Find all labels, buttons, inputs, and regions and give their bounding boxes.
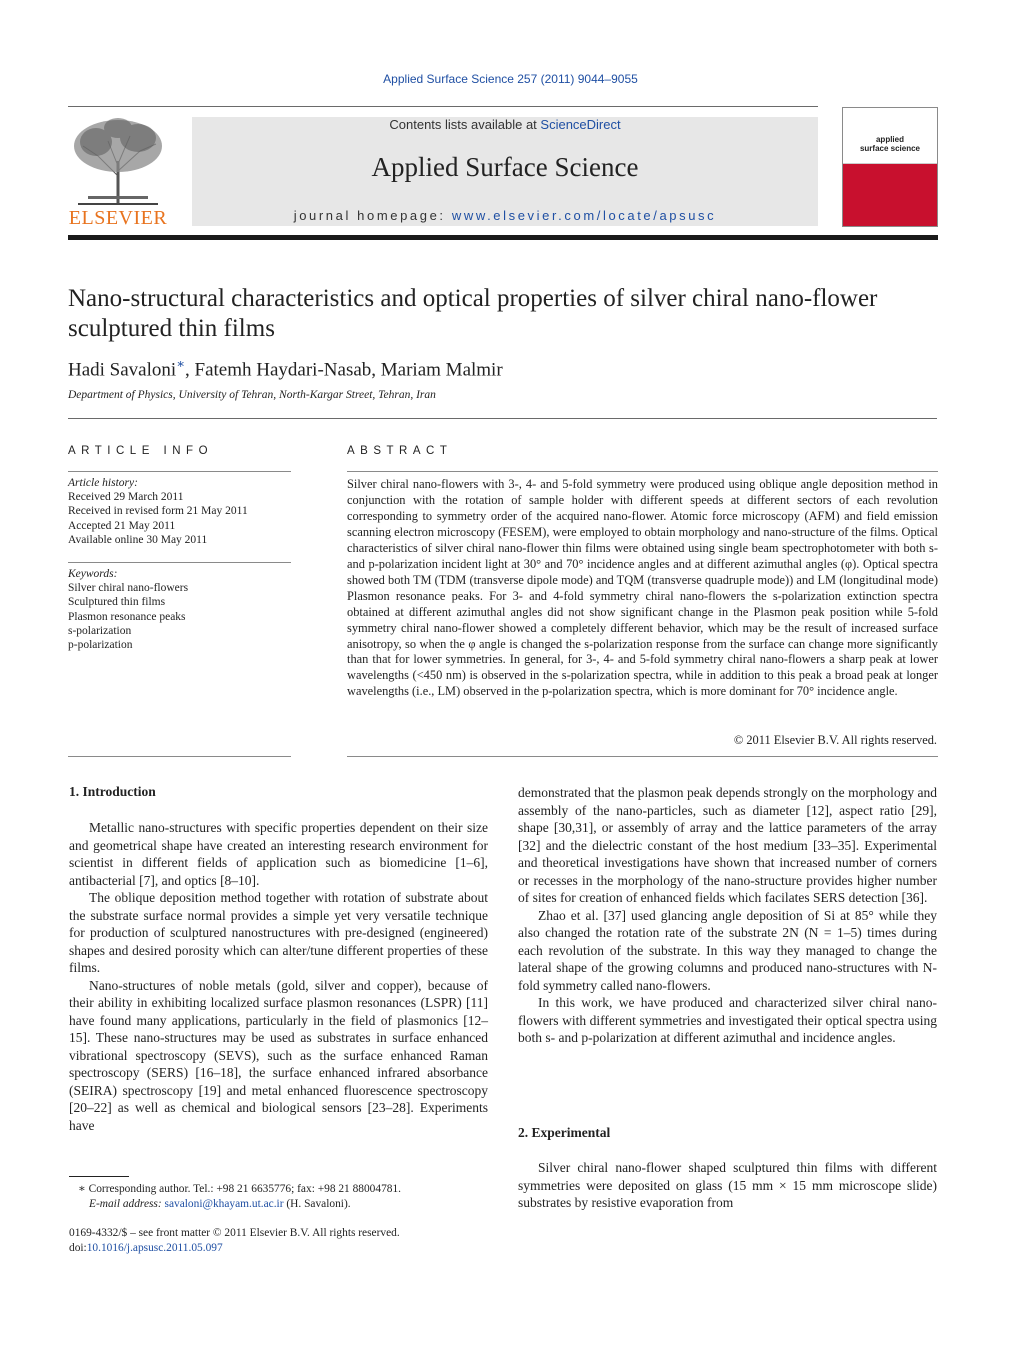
footnote-marker: ∗ <box>78 1183 86 1195</box>
keyword-item: p-polarization <box>68 639 133 652</box>
elsevier-tree-icon <box>68 116 168 206</box>
keyword-item: s-polarization <box>68 624 132 637</box>
cover-title <box>843 135 937 153</box>
homepage-link[interactable]: www.elsevier.com/locate/apsusc <box>451 208 717 223</box>
author-list <box>68 356 503 381</box>
sciencedirect-link[interactable]: ScienceDirect <box>540 117 621 132</box>
email-suffix: (H. Savaloni). <box>286 1197 351 1210</box>
history-received: Received 29 March 2011 <box>68 491 184 504</box>
header-thick-rule <box>68 235 938 240</box>
corresponding-author-footnote <box>69 1182 489 1211</box>
article-info-rule-1 <box>68 471 291 472</box>
experimental-text <box>518 1159 937 1212</box>
email-link[interactable]: savaloni@khayam.ut.ac.ir <box>164 1197 284 1210</box>
experimental-paragraph-1: Silver chiral nano-flower shaped sculptured thin films with different symmetries were deposited on glass (15 mm × 15 mm microscope slide) substrates by resistive evaporation from <box>518 1160 937 1210</box>
abstract-heading: ABSTRACT <box>347 445 453 457</box>
intro-paragraph-5: Zhao et al. [37] used glancing angle deposition of Si at 85° while they also changed the rotation rate of the substrate 2N (N = 1–5) times during each revolution of the substrate. In this way they managed to change the lateral shape of the growing columns and produced nano-structures with N-fold symmetry called nano-flowers. <box>518 907 937 993</box>
abstract-text: Silver chiral nano-flowers with 3-, 4- and 5-fold symmetry were produced using oblique angle deposition method in conjunction with the rotation of sample holder with different speeds at different sectors of each revolution corresponding to symmetry order of the acquired nano-flower. Atomic force microscopy (AFM) and field emission scanning electron microscopy (FESEM), were employed to obtain morphology and nano-structure of the films. Optical characteristics of silver chiral nano-flower thin films were obtained using single beam spectrophotometer with both s- and p-polarization incident light at 30° and 70° incidence angles and at different azimuthal angles (φ). Optical spectra showed both TM (TDM (transverse dipole mode) and TQM (transverse quadruple mode)) and LM (longitudinal mode) Plasmon resonance peaks. For 3- and 4-fold symmetry chiral nano-flowers the s-polarization extinction spectra obtained at different azimuthal angles did not show significant change in the Plasmon peak position while 5-fold symmetry chiral nano-flower showed a completely different behavior, which may be the result of increased surface anisotropy, so when the φ angle is changed the s-polarization response from the surface can change more significantly than that for lower symmetries. In general, for 3-, 4- and 5-fold symmetry chiral nano-flowers a sharp peak at lower wavelengths (<450 nm) is observed in the s-polarization spectra, while in addition to this peak a broad peak at longer wavelengths (i.e., LM) observed in the p-polarization spectra, which is more dominant for 70° incidence angle. <box>347 477 938 699</box>
other-authors: , Fatemh Haydari-Nasab, Mariam Malmir <box>185 359 503 381</box>
paper-title <box>68 284 943 344</box>
body-column-1 <box>69 819 488 1134</box>
paper-title-line1: Nano-structural characteristics and optical properties of silver chiral nano-flower <box>68 285 878 312</box>
cover-title-line1: applied <box>875 135 904 144</box>
journal-title: Applied Surface Science <box>371 152 639 182</box>
contents-available <box>192 117 818 132</box>
article-info-rule-2 <box>68 562 291 563</box>
contents-prefix: Contents lists available at <box>389 117 541 132</box>
issn-line: 0169-4332/$ – see front matter © 2011 Elsevier B.V. All rights reserved. <box>69 1227 400 1239</box>
paper-title-line2: sculptured thin films <box>68 315 275 342</box>
elsevier-wordmark: ELSEVIER <box>68 207 168 229</box>
title-rule <box>68 418 937 419</box>
keyword-item: Sculptured thin films <box>68 596 166 609</box>
abstract-rule-top <box>347 471 938 472</box>
journal-citation[interactable]: Applied Surface Science 257 (2011) 9044–9055 <box>383 72 638 86</box>
section-experimental-title: 2. Experimental <box>518 1125 611 1140</box>
section-introduction-title: 1. Introduction <box>69 784 156 799</box>
journal-cover[interactable] <box>842 107 938 227</box>
intro-paragraph-6: In this work, we have produced and characterized silver chiral nano-flowers with different symmetries and investigated their optical spectra using both s- and p-polarization at different azimuthal and incidence angles. <box>518 995 937 1045</box>
front-matter-info <box>69 1226 489 1255</box>
body-column-2 <box>518 784 937 1047</box>
keyword-item: Silver chiral nano-flowers <box>68 582 189 595</box>
intro-paragraph-4: demonstrated that the plasmon peak depends strongly on the morphology and assembly of the nano-particles, such as diameter [12], aspect ratio [29], shape [30,31], or assembly of array and the lattice parameters of the array [32] and the dielectric constant of the host medium [33–35]. Experimental and theoretical investigations have shown that increased number of corners or recesses in the morphology of the nano-structure provides higher number of sites for creation of enhanced fields which facilates SERS detection [36]. <box>518 785 937 905</box>
intro-paragraph-3: Nano-structures of noble metals (gold, silver and copper), because of their ability in exhibiting localized surface plasmon resonances (LSPR) [11] have found many applications, particularly in the field of plasmonics [12–15]. These nano-structures may be used as substrates in surface enhanced vibrational spectroscopy (SEVS), such as the surface enhanced Raman spectroscopy (SERS) [16–18], the surface enhanced infrared absorbance (SEIRA) spectroscopy [19] and metal enhanced fluorescence spectroscopy [20–22] as well as chemical and biological sensors [23–28]. Experiments have <box>69 977 488 1133</box>
keywords <box>68 567 291 652</box>
article-info-rule-3 <box>68 756 291 757</box>
corresponding-author-marker[interactable]: ∗ <box>176 356 186 371</box>
affiliation: Department of Physics, University of Tehran, North-Kargar Street, Tehran, Iran <box>68 389 436 401</box>
footnote-corresponding: Corresponding author. Tel.: +98 21 6635776; fax: +98 21 88004781. <box>88 1183 402 1195</box>
author-1: Hadi Savaloni <box>68 359 177 381</box>
footnote-rule <box>69 1176 129 1177</box>
history-accepted: Accepted 21 May 2011 <box>68 519 176 532</box>
cover-title-line2: surface science <box>859 144 921 153</box>
intro-paragraph-2: The oblique deposition method together with rotation of substrate about the substrate surface normal provides a simple yet very versatile technique for production of sculptured nanostructures with pre-designed (engineered) shapes and desired porosity which can alter/tune different properties of these films. <box>69 890 488 975</box>
article-history <box>68 476 291 547</box>
article-info-heading: ARTICLE INFO <box>68 445 214 457</box>
history-label: Article history: <box>68 477 138 489</box>
history-revised: Received in revised form 21 May 2011 <box>68 505 248 518</box>
header-rule <box>68 106 818 107</box>
keyword-item: Plasmon resonance peaks <box>68 610 186 623</box>
elsevier-logo[interactable] <box>68 116 168 230</box>
email-label: E-mail address: <box>89 1197 162 1210</box>
abstract-rule-bottom <box>347 756 938 757</box>
history-online: Available online 30 May 2011 <box>68 533 208 546</box>
intro-paragraph-1: Metallic nano-structures with specific properties dependent on their size and geometrical shape have created an interesting research environment for scientist in different fields of application such as biomedicine [1–6], antibacterial [7], and optics [8–10]. <box>69 820 488 888</box>
doi-prefix: doi: <box>69 1241 87 1254</box>
homepage-prefix: journal homepage: <box>293 208 452 223</box>
journal-homepage <box>192 208 818 223</box>
abstract-copyright: © 2011 Elsevier B.V. All rights reserved. <box>733 733 937 747</box>
keywords-label: Keywords: <box>68 568 118 580</box>
doi-link[interactable]: 10.1016/j.apsusc.2011.05.097 <box>86 1241 223 1254</box>
